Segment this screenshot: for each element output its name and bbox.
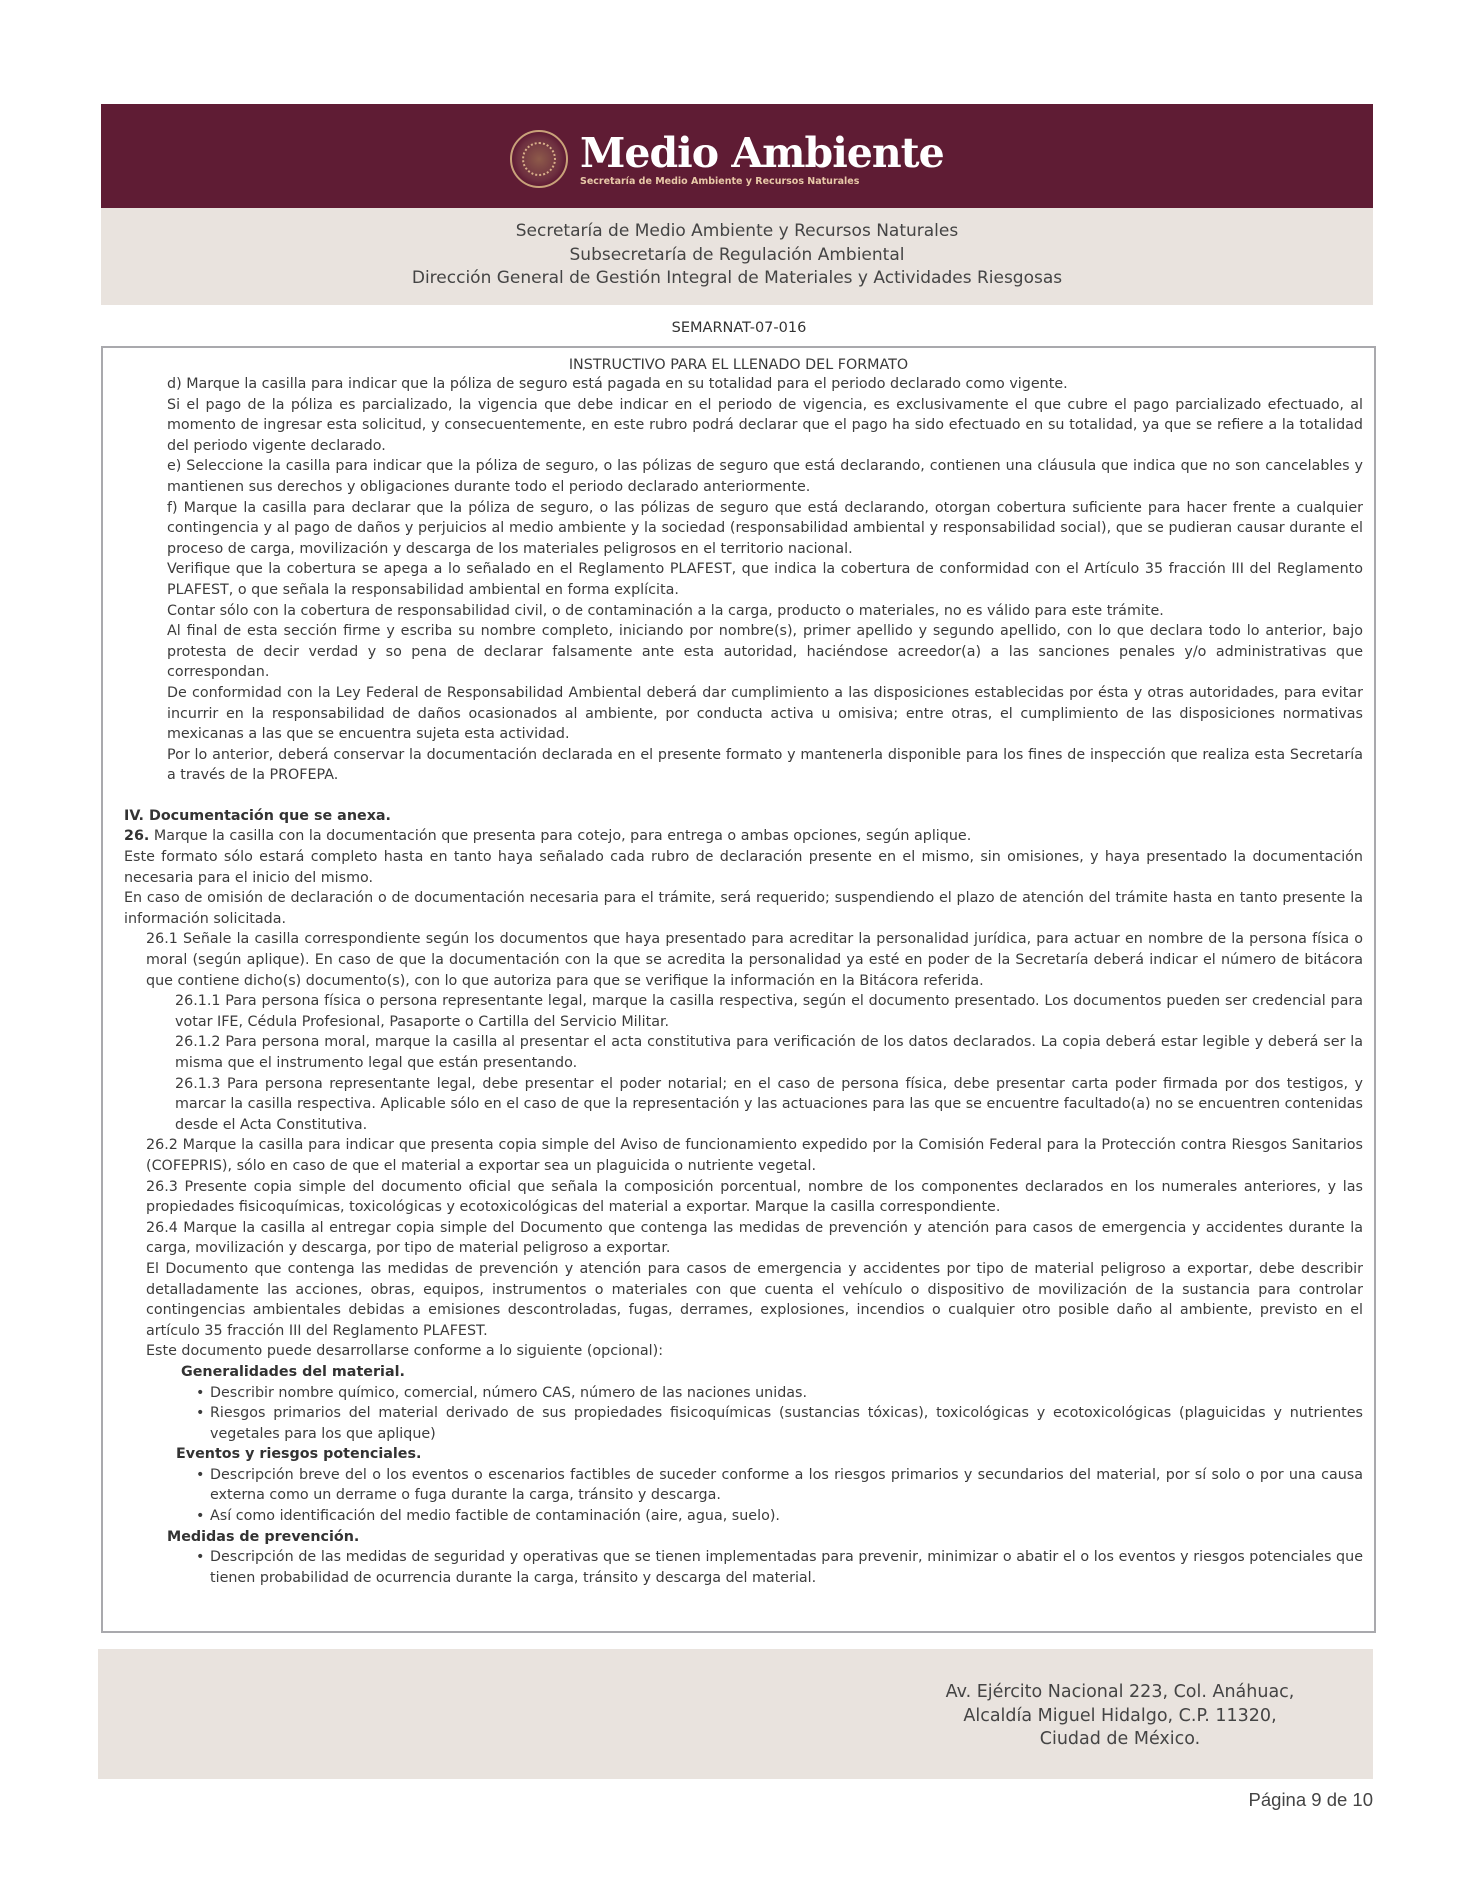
item-26-1-2: 26.1.2 Para persona moral, marque la casilla al presentar el acta constitutiva para verificación de los datos declarados. La copia deberá estar legible y deberá ser la misma que el instrumento legal que están presentando. (175, 1034, 1363, 1071)
item-26-text: Marque la casilla con la documentación que presenta para cotejo, para entrega o ambas opciones, según aplique. (149, 828, 972, 845)
instructions-box (101, 346, 1376, 1633)
agency-subsecretariat: Subsecretaría de Regulación Ambiental (569, 244, 905, 265)
bullet-icon: • (196, 1549, 205, 1566)
section-iv-heading: IV. Documentación que se anexa. (124, 807, 391, 824)
bullet-icon: • (196, 1466, 205, 1483)
subsection-title-generalidades: Generalidades del material. (181, 1363, 405, 1380)
form-code: SEMARNAT-07-016 (671, 320, 807, 336)
address-line-borough: Alcaldía Miguel Hidalgo, C.P. 11320, (963, 1705, 1277, 1726)
list-item: • Describir nombre químico, comercial, número CAS, número de las naciones unidas. (196, 1383, 1363, 1404)
brand-subtitle: Secretaría de Medio Ambiente y Recursos Naturales (580, 175, 860, 187)
footer-address (900, 1681, 1340, 1752)
item-26 (124, 826, 1363, 847)
paragraph-omission: En caso de omisión de declaración o de documentación necesaria para el trámite, será requerido; suspendiendo el plazo de atención del trámite hasta en tanto presente la información solicitada. (124, 890, 1363, 927)
agency-directorate: Dirección General de Gestión Integral de Materiales y Actividades Riesgosas (411, 268, 1063, 288)
agency-secretariat: Secretaría de Medio Ambiente y Recursos Naturales (515, 221, 959, 241)
list-item: • Descripción breve del o los eventos o escenarios factibles de suceder conforme a los riesgos primarios y secundarios del material, por sí solo o por una causa externa como un derrame o fuga durante la carga, tránsito y descarga. (196, 1465, 1363, 1506)
agency-band (101, 208, 1373, 305)
bullet-icon: • (196, 1384, 205, 1401)
item-26-1-3: 26.1.3 Para persona representante legal, debe presentar el poder notarial; en el caso de persona física, debe presentar carta poder firmada por dos testigos, y marcar la casilla respectiva. Aplicable sólo en el caso de que la representación y las actuaciones para las que se encuentre facultado(a) no se encuentren contenidas desde el Acta Constitutiva. (175, 1075, 1363, 1133)
paragraph-d: d) Marque la casilla para indicar que la póliza de seguro está pagada en su totalidad para el periodo declarado como vigente. (167, 376, 1068, 392)
paragraph-complete-format: Este formato sólo estará completo hasta en tanto haya señalado cada rubro de declaración presente en el mismo, sin omisiones, y haya presentado la documentación necesaria para el inicio del mismo. (124, 849, 1363, 886)
paragraph-partial-payment: Si el pago de la póliza es parcializado, la vigencia que debe indicar en el periodo de vigencia, es exclusivamente el que cubre el pago parcializado efectuado, al momento de ingresar esta solicitud, y consecuentemente, en este rubro podrá declarar que el pago ha sido efectuado en su totalidad, ya que se refiere a la totalidad del periodo vigente declarado. (167, 396, 1363, 454)
coat-of-arms-seal-icon (510, 130, 568, 188)
subsection-title-medidas: Medidas de prevención. (167, 1528, 360, 1545)
list-item: • Así como identificación del medio factible de contaminación (aire, agua, suelo). (196, 1506, 1363, 1527)
item-26-1: 26.1 Señale la casilla correspondiente según los documentos que haya presentado para acreditar la personalidad jurídica, para actuar en nombre de la persona física o moral (según aplique). En caso de que la documentación con la que se acredita la personalidad ya esté en poder de la Secretaría deberá indicar el número de bitácora que contiene dicho(s) documento(s), con lo que autoriza para que se verifique la información en la Bitácora referida. (146, 931, 1363, 989)
bullet-icon: • (196, 1405, 205, 1422)
item-26-2: 26.2 Marque la casilla para indicar que presenta copia simple del Aviso de funcionamiento expedido por la Comisión Federal para la Protección contra Riesgos Sanitarios (COFEPRIS), sólo en caso de que el material a exportar sea un plaguicida o nutriente vegetal. (146, 1137, 1363, 1174)
list-item: • Riesgos primarios del material derivado de sus propiedades fisicoquímicas (sustancias tóxicas), toxicológicas y ecotoxicológicas (plaguicidas y nutrientes vegetales para los que aplique) (196, 1403, 1363, 1444)
paragraph-optional-intro: Este documento puede desarrollarse conforme a lo siguiente (opcional): (146, 1343, 664, 1360)
item-26-number: 26. (124, 828, 150, 845)
brand-title: Medio Ambiente (580, 128, 944, 177)
bullet-icon: • (196, 1508, 205, 1525)
item-26-4: 26.4 Marque la casilla al entregar copia simple del Documento que contenga las medidas de prevención y atención para casos de emergencia y accidentes durante la carga, movilización y descarga, por tipo de material peligroso a exportar. (146, 1219, 1363, 1257)
paragraph-verify-coverage: Verifique que la cobertura se apega a lo señalado en el Reglamento PLAFEST, que indica la cobertura de conformidad con el Artículo 35 fracción III del Reglamento PLAFEST, o que señala la responsabilidad ambiental en forma explícita. (167, 561, 1363, 598)
paragraph-f: f) Marque la casilla para declarar que la póliza de seguro, o las pólizas de seguro que está declarando, otorgan cobertura suficiente para hacer frente a cualquier contingencia y al pago de daños y perjuicios al medio ambiente y la sociedad (responsabilidad ambiental y responsabilidad social), que se pudieran causar durante el proceso de carga, movilización y descarga de los materiales peligrosos en el territorio nacional. (167, 499, 1363, 557)
paragraph-e: e) Seleccione la casilla para indicar que la póliza de seguro, o las pólizas de seguro que está declarando, contienen una cláusula que indica que no son cancelables y mantienen sus derechos y obligaciones durante todo el periodo declarado anteriormente. (167, 458, 1363, 495)
paragraph-lfra: De conformidad con la Ley Federal de Responsabilidad Ambiental deberá dar cumplimiento a las disposiciones establecidas por ésta y otras autoridades, para evitar incurrir en la responsabilidad de daños ocasionados al ambiente, por conducta activa u omisiva; entre otras, el cumplimiento de las disposiciones normativas mexicanas a las que se encuentra sujeta esta actividad. (167, 684, 1363, 743)
address-line-city: Ciudad de México. (1039, 1729, 1201, 1749)
item-26-3: 26.3 Presente copia simple del documento oficial que señala la composición porcentual, nombre de los componentes declarados en los numerales anteriores, y las propiedades fisicoquímicas, toxicológicas y ecotoxicológicas del material a exportar. Marque la casilla correspondiente. (146, 1178, 1363, 1216)
instructions-title: INSTRUCTIVO PARA EL LLENADO DEL FORMATO (568, 357, 909, 373)
paragraph-document-description: El Documento que contenga las medidas de prevención y atención para casos de emergencia y accidentes por tipo de material peligroso a exportar, debe describir detalladamente las acciones, obras, equipos, instrumentos o materiales con que cuenta el vehículo o dispositivo de movilización de la sustancia para controlar contingencias ambientales debidas a emisiones descontroladas, fugas, derrames, explosiones, incendios o cualquier otro posible daño al ambiente, previsto en el artículo 35 fracción III del Reglamento PLAFEST. (146, 1260, 1363, 1339)
paragraph-civil-coverage: Contar sólo con la cobertura de responsabilidad civil, o de contaminación a la carga, producto o materiales, no es válido para este trámite. (167, 602, 1164, 619)
subsection-title-eventos: Eventos y riesgos potenciales. (176, 1446, 422, 1463)
item-26-1-1: 26.1.1 Para persona física o persona representante legal, marque la casilla respectiva, según el documento presentado. Los documentos pueden ser credencial para votar IFE, Cédula Profesional, Pasaporte o Cartilla del Servicio Militar. (175, 993, 1363, 1030)
brand-logo (510, 126, 944, 192)
paragraph-signature: Al final de esta sección firme y escriba su nombre completo, iniciando por nombre(s), primer apellido y segundo apellido, con lo que declara todo lo anterior, bajo protesta de decir verdad y so pena de declarar falsamente ante esta autoridad, haciéndose acreedor(a) a las sanciones penales y/o administrativas que correspondan. (167, 623, 1363, 681)
list-item: • Descripción de las medidas de seguridad y operativas que se tienen implementadas para prevenir, minimizar o abatir el o los eventos y riesgos potenciales que tienen probabilidad de ocurrencia durante la carga, tránsito y descarga del material. (196, 1547, 1363, 1588)
paragraph-profepa: Por lo anterior, deberá conservar la documentación declarada en el presente formato y mantenerla disponible para los fines de inspección que realiza esta Secretaría a través de la PROFEPA. (167, 746, 1363, 784)
address-line-street: Av. Ejército Nacional 223, Col. Anáhuac, (945, 1682, 1295, 1702)
page-number: Página 9 de 10 (1248, 1789, 1373, 1810)
